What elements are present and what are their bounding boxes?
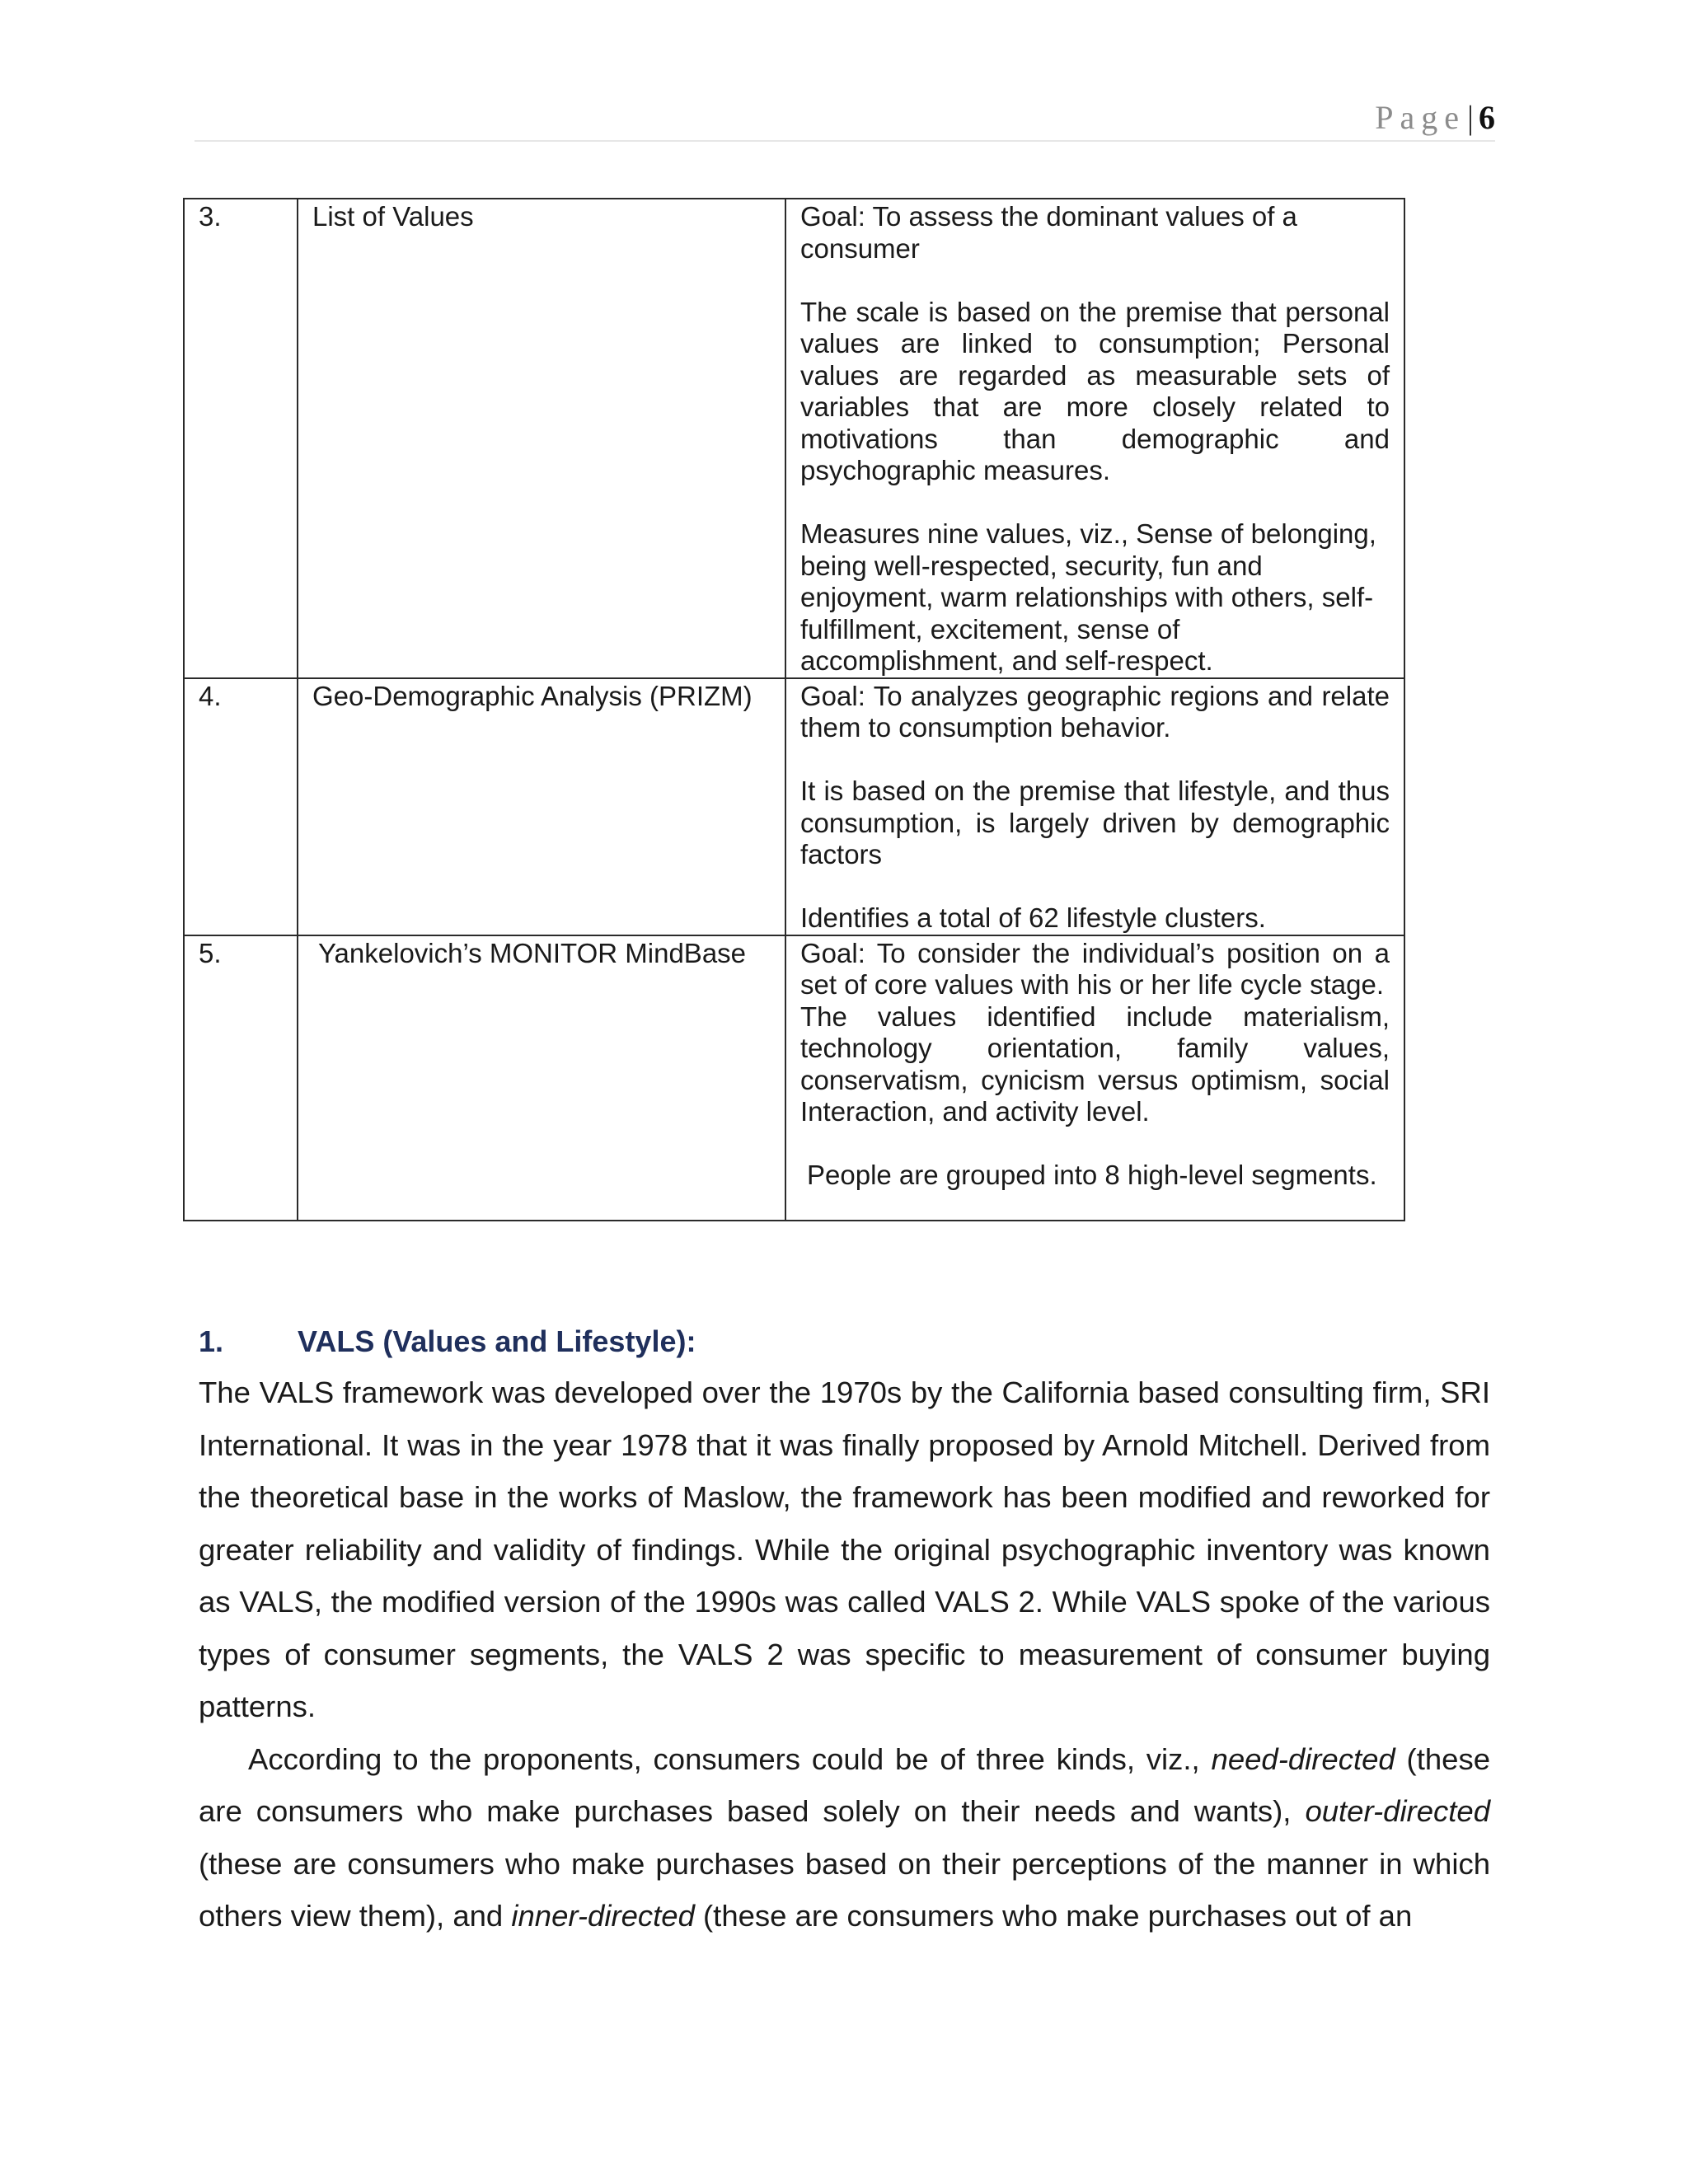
description-paragraph: Identifies a total of 62 lifestyle clusters. xyxy=(800,902,1266,933)
instrument-name: Yankelovich’s MONITOR MindBase xyxy=(298,935,785,1221)
instrument-name: List of Values xyxy=(298,199,785,678)
row-number: 3. xyxy=(184,199,298,678)
term-need-directed: need-directed xyxy=(1211,1741,1395,1776)
description-goal: Goal: To assess the dominant values of a consumer xyxy=(800,201,1297,264)
table-row xyxy=(184,199,1404,678)
page-word: Page xyxy=(1375,99,1465,136)
body-text xyxy=(199,1366,1490,1943)
description-goal: Goal: To analyzes geographic regions and relate them to consumption behavior. xyxy=(800,680,1390,743)
paragraph-text: (these are consumers who make purchases out of an xyxy=(694,1899,1413,1933)
body-paragraph: The VALS framework was developed over the 1970s by the California based consulting firm, SRI International. It was in the year 1978 that it was finally proposed by Arnold Mitchell. Derived from the theoretical base in the works of Maslow, the framework has been modified and reworked for greater reliability and validity of findings. While the original psychographic inventory was known as VALS, the modified version of the 1990s was called VALS 2. While VALS spoke of the various types of consumer segments, the VALS 2 was specific to measurement of consumer buying patterns. xyxy=(199,1376,1490,1723)
row-number: 5. xyxy=(184,935,298,1221)
values-measurement-table xyxy=(183,198,1405,1221)
instrument-description xyxy=(785,678,1404,935)
paragraph-text: According to the proponents, consumers could be of three kinds, viz., xyxy=(248,1741,1212,1776)
page-number: 6 xyxy=(1479,99,1495,136)
instrument-description xyxy=(785,199,1404,678)
page-header xyxy=(195,97,1495,142)
section-heading xyxy=(199,1322,696,1361)
section-title: VALS (Values and Lifestyle): xyxy=(298,1324,696,1358)
description-paragraph: The values identified include materialism, technology orientation, family values, conservatism, cynicism versus optimism, social Interaction, and activity level. xyxy=(800,1001,1390,1127)
paragraph-text: (these are consumers who make purchases based solely on their needs and wants), xyxy=(199,1741,1490,1828)
page-separator: | xyxy=(1466,99,1474,136)
table-row xyxy=(184,935,1404,1221)
body-paragraph xyxy=(199,1733,1490,1943)
section-number: 1. xyxy=(199,1324,224,1358)
instrument-description xyxy=(785,935,1404,1221)
table-row xyxy=(184,678,1404,935)
term-inner-directed: inner-directed xyxy=(511,1899,695,1933)
description-paragraph: The scale is based on the premise that personal values are linked to consumption; Personal values are regarded as measurable sets of variables that are more closely related to motivations than demographic and psychographic measures. xyxy=(800,296,1390,485)
term-directed-suffix: -directed xyxy=(1372,1794,1490,1828)
description-paragraph: People are grouped into 8 high-level segments. xyxy=(807,1160,1377,1190)
row-number: 4. xyxy=(184,678,298,935)
term-outer: outer xyxy=(1305,1794,1373,1828)
description-paragraph: Measures nine values, viz., Sense of belonging, being well-respected, security, fun and enjoyment, warm relationships with others, self-fulfillment, excitement, sense of accomplishment, and self-respect. xyxy=(800,518,1376,676)
paragraph-text: (these are consumers who make purchases based on their perceptions of the manner in which others view them), and xyxy=(199,1846,1490,1933)
description-goal: Goal: To consider the individual’s position on a set of core values with his or her life cycle stage. xyxy=(800,937,1390,1000)
page-number-label xyxy=(1375,97,1495,138)
description-paragraph: It is based on the premise that lifestyle, and thus consumption, is largely driven by demographic factors xyxy=(800,776,1390,869)
instrument-name: Geo-Demographic Analysis (PRIZM) xyxy=(298,678,785,935)
